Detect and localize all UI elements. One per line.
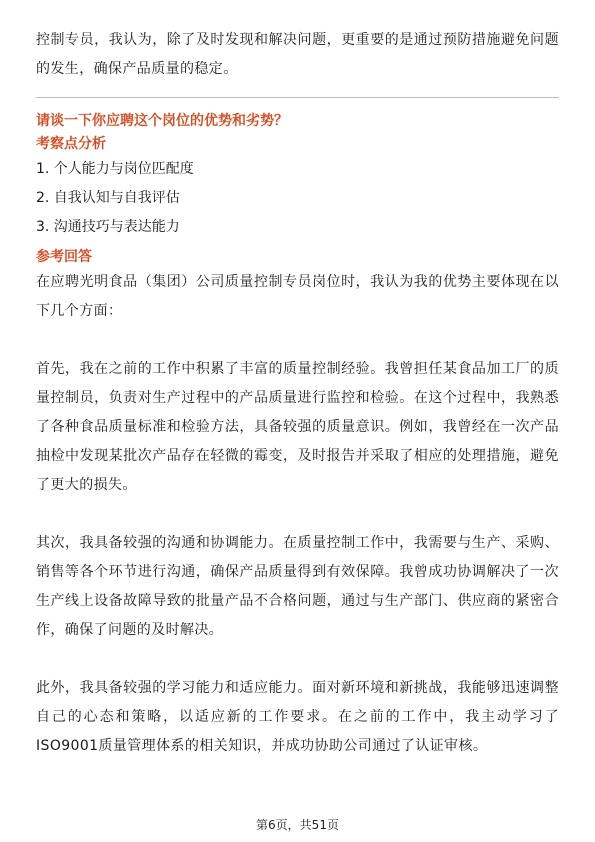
document-page: [36, 26, 559, 761]
answer-paragraph: 首先，我在之前的工作中积累了丰富的质量控制经验。我曾担任某食品加工厂的质量控制员，负责对生产过程中的产品质量进行监控和检验。在这个过程中，我熟悉了各种食品质量标准和检验方法，具备较强的质量意识。例如，我曾经在一次产品抽检中发现某批次产品存在轻微的霉变，及时报告并采取了相应的处理措施，避免了更大的损失。: [36, 361, 559, 493]
analysis-title: 考察点分析: [36, 136, 106, 152]
analysis-item: 1. 个人能力与岗位匹配度: [36, 161, 194, 177]
answer-paragraph: 此外，我具备较强的学习能力和适应能力。面对新环境和新挑战，我能够迅速调整自己的心态和策略，以适应新的工作要求。在之前的工作中，我主动学习了ISO9001质量管理体系的相关知识，并成功协助公司通过了认证审核。: [36, 680, 559, 754]
intro-paragraph: 控制专员，我认为，除了及时发现和解决问题，更重要的是通过预防措施避免问题的发生，确保产品质量的稳定。: [36, 32, 559, 77]
analysis-item: 2. 自我认知与自我评估: [36, 190, 180, 206]
answer-paragraph: 在应聘光明食品（集团）公司质量控制专员岗位时，我认为我的优势主要体现在以下几个方面：: [36, 274, 559, 319]
section-divider: [36, 97, 559, 98]
analysis-item: 3. 沟通技巧与表达能力: [36, 219, 180, 235]
question-heading: 请谈一下你应聘这个岗位的优势和劣势？: [36, 113, 288, 129]
answer-title: 参考回答: [36, 249, 92, 265]
page-number: 第6页，共51页: [256, 818, 339, 832]
answer-paragraph: 其次，我具备较强的沟通和协调能力。在质量控制工作中，我需要与生产、采购、销售等各个环节进行沟通，确保产品质量得到有效保障。我曾成功协调解决了一次生产线上设备故障导致的批量产品不合格问题，通过与生产部门、供应商的紧密合作，确保了问题的及时解决。: [36, 535, 559, 638]
